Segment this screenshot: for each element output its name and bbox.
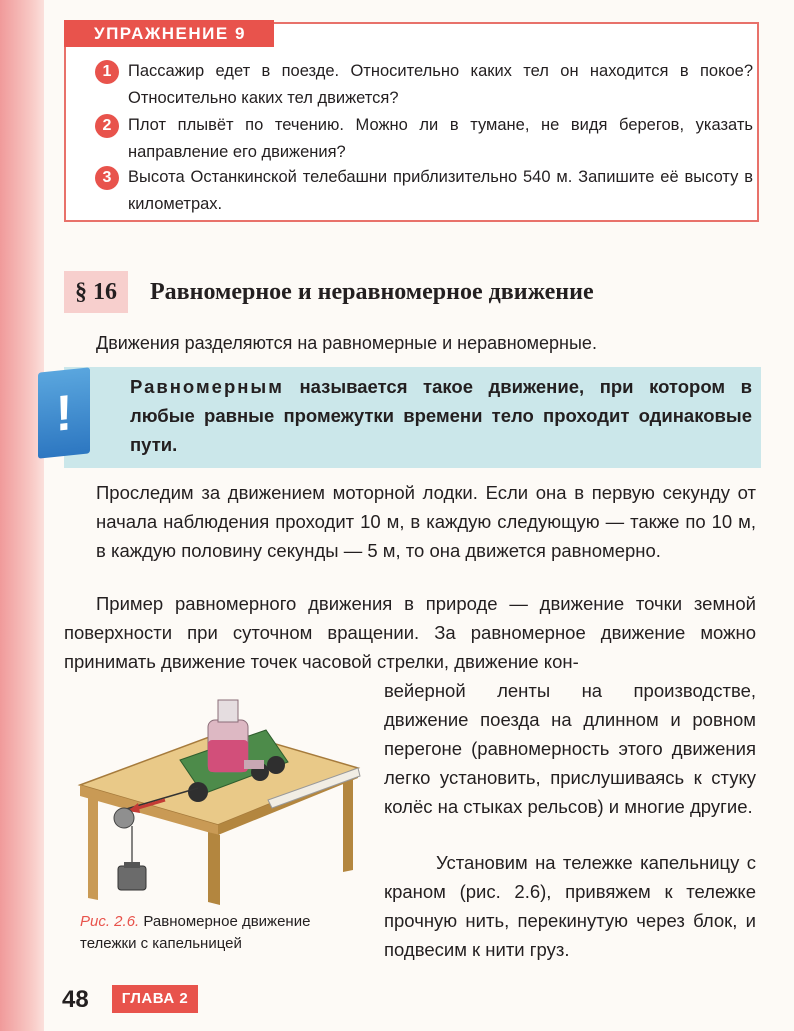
figure-caption-text: Равномерное движение тележки с капельницей xyxy=(80,913,311,952)
definition-body: называется такое движение, при котором в любые равные промежутки времени тело проходит одинаковые пути. xyxy=(130,376,752,455)
question-number: 2 xyxy=(95,114,119,138)
intro-text: Движения разделяются на равномерные и неравномерные. xyxy=(96,333,597,353)
question-number: 3 xyxy=(95,166,119,190)
definition-text xyxy=(130,372,752,459)
page-number: 48 xyxy=(62,986,89,1013)
page-margin-strip xyxy=(0,0,44,1031)
chapter-label: ГЛАВА 2 xyxy=(112,985,198,1013)
figure-label: Рис. 2.6. xyxy=(80,913,140,930)
question-number: 1 xyxy=(95,60,119,84)
section-number: § 16 xyxy=(64,271,128,313)
exclamation-glyph: ! xyxy=(55,384,73,442)
question-text: Высота Останкинской телебашни приблизительно 540 м. Запишите её высоту в километрах. xyxy=(128,168,753,213)
paragraph-2-full: Пример равномерного движения в природе — движение точки земной поверхности при суточном вращении. За равномерное движение можно принимать движение точек часовой стрелки, движение кон- xyxy=(64,593,756,672)
question-text: Пассажир едет в поезде. Относительно каких тел он находится в покое? Относительно каких тел движется? xyxy=(128,62,753,107)
paragraph-3: Установим на тележке капельницу с краном (рис. 2.6), привяжем к тележке прочную нить, перекинутую через блок, и подвесим к нити груз. xyxy=(384,852,756,960)
exercise-title: УПРАЖНЕНИЕ 9 xyxy=(64,20,274,47)
figure-caption xyxy=(80,911,370,955)
paragraph-1: Проследим за движением моторной лодки. Если она в первую секунду от начала наблюдения проходит 10 м, в каждую следующую — также по 10 м, в каждую половину секунды — 5 м, то она движется равномерно. xyxy=(96,482,756,561)
definition-term: Равномерным xyxy=(130,376,284,397)
exclamation-icon xyxy=(38,367,90,458)
section-title: Равномерное и неравномерное движение xyxy=(150,279,594,305)
question-text: Плот плывёт по течению. Можно ли в тумане, не видя берегов, указать направление его движения? xyxy=(128,116,753,161)
trolley-dropper-illustration xyxy=(68,690,368,908)
paragraph-2-wrap: вейерной ленты на производстве, движение поезда на длинном и ровном перегоне (равномерность этого движения легко установить, прислушиваясь к стуку колёс на стыках рельсов) и многие другие. xyxy=(384,680,756,817)
